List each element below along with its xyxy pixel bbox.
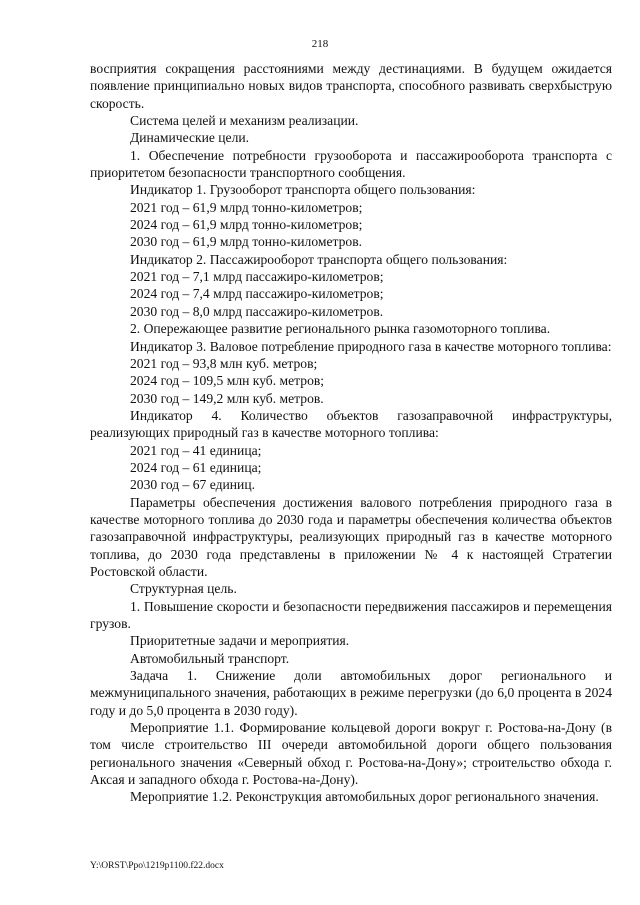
paragraph: 2030 год – 149,2 млн куб. метров.: [130, 390, 324, 406]
paragraph: 2024 год – 61 единица;: [130, 459, 262, 475]
paragraph: Структурная цель.: [130, 581, 237, 597]
paragraph: Индикатор 3. Валовое потребление природного газа в качестве моторного топлива:: [130, 338, 612, 354]
paragraph: 2024 год – 109,5 млн куб. метров;: [130, 373, 325, 389]
paragraph: Система целей и механизм реализации.: [130, 113, 359, 129]
footer-file-path: Y:\ORST\Ppo\1219p1100.f22.docx: [90, 861, 224, 871]
paragraph: Приоритетные задачи и мероприятия.: [130, 633, 350, 649]
paragraph: Задача 1. Снижение доли автомобильных дорог регионального и межмуниципального значения, работающих в режиме перегрузки (до 6,0 процента в 2024 году и до 5,0 процента в 2030 году).: [90, 668, 612, 718]
paragraph: 2024 год – 7,4 млрд пассажиро-километров;: [130, 286, 384, 302]
paragraph: Динамические цели.: [130, 130, 250, 146]
paragraph: 2021 год – 93,8 млн куб. метров;: [130, 355, 318, 371]
paragraph: Индикатор 4. Количество объектов газозаправочной инфраструктуры, реализующих природный газ в качестве моторного топлива:: [90, 407, 612, 441]
paragraph: 2030 год – 8,0 млрд пассажиро-километров.: [130, 303, 384, 319]
paragraph: Параметры обеспечения достижения валового потребления природного газа в качестве моторного топлива до 2030 года и параметры обеспечения количества объектов газозаправочной инфраструктуры, реализующих природный газ в качестве моторного топлива, до 2030 года представлены в приложении № 4 к настоящей Стратегии Ростовской области.: [90, 494, 612, 579]
paragraph: 2021 год – 41 единица;: [130, 442, 262, 458]
paragraph: 2021 год – 7,1 млрд пассажиро-километров;: [130, 269, 384, 285]
paragraph: 1. Обеспечение потребности грузооборота и пассажирооборота транспорта с приоритетом безопасности транспортного сообщения.: [90, 147, 612, 181]
paragraph: 1. Повышение скорости и безопасности передвижения пассажиров и перемещения грузов.: [90, 598, 612, 631]
paragraph: Автомобильный транспорт.: [130, 650, 290, 666]
paragraph: 2030 год – 67 единиц.: [130, 477, 255, 493]
document-body: [90, 60, 612, 806]
paragraph: 2024 год – 61,9 млрд тонно-километров;: [130, 217, 363, 233]
paragraph: восприятия сокращения расстояниями между дестинациями. В будущем ожидается появление принципиально новых видов транспорта, способного развивать сверхбыструю скорость.: [90, 61, 612, 111]
paragraph: 2. Опережающее развитие регионального рынка газомоторного топлива.: [130, 321, 551, 337]
paragraph: Мероприятие 1.1. Формирование кольцевой дороги вокруг г. Ростова-на-Дону (в том числе строительство III очереди автомобильной дороги общего пользования регионального значения «Северный обход г. Ростова-на-Дону»; строительство обхода г. Аксая и западного обхода г. Ростова-на-Дону).: [90, 720, 612, 788]
page-number: 218: [311, 38, 329, 50]
paragraph: Индикатор 1. Грузооборот транспорта общего пользования:: [130, 182, 476, 198]
paragraph: 2030 год – 61,9 млрд тонно-километров.: [130, 234, 363, 250]
paragraph: Индикатор 2. Пассажирооборот транспорта общего пользования:: [130, 251, 508, 267]
paragraph: Мероприятие 1.2. Реконструкция автомобильных дорог регионального значения.: [130, 789, 599, 805]
paragraph: 2021 год – 61,9 млрд тонно-километров;: [130, 199, 363, 215]
